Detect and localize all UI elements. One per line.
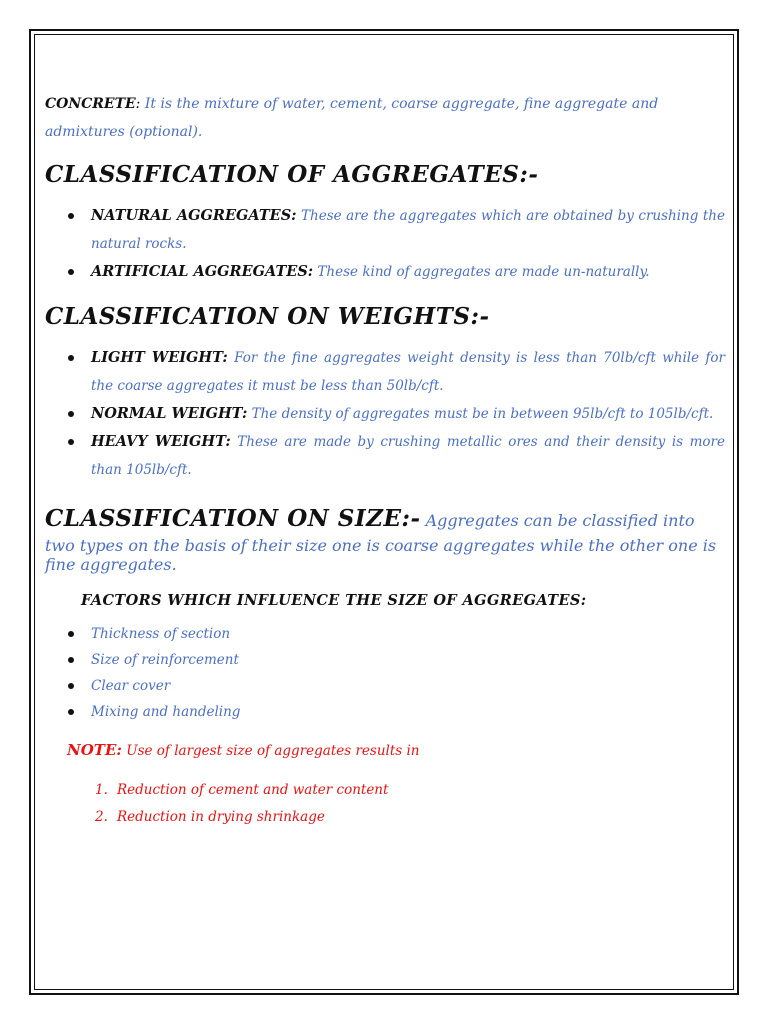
list-item — [45, 777, 725, 804]
bullet-icon — [68, 631, 74, 637]
concrete-term: CONCRETE — [45, 96, 136, 112]
list-item — [45, 400, 725, 428]
item-text: The density of aggregates must be in between 95lb/cft to 105lb/cft. — [247, 406, 714, 422]
concrete-colon: : — [135, 96, 145, 112]
item-number: 1. — [95, 782, 108, 798]
item-label: ARTIFICIAL AGGREGATES: — [91, 263, 314, 280]
bullet-icon — [68, 657, 74, 663]
effect-text: Reduction in drying shrinkage — [117, 809, 325, 825]
item-text: These are the aggregates which are obtained by crushing the natural rocks. — [91, 208, 725, 252]
list-item — [45, 258, 725, 286]
concrete-definition-text: It is the mixture of water, cement, coarse aggregate, fine aggregate and admixtures (optional). — [45, 96, 659, 140]
list-item — [45, 673, 725, 699]
bullet-icon — [68, 355, 74, 361]
note-text: Use of largest size of aggregates results in — [121, 743, 420, 759]
weights-list — [45, 344, 725, 484]
item-text: These kind of aggregates are made un-naturally. — [313, 264, 650, 280]
weights-heading: CLASSIFICATION ON WEIGHTS:- — [45, 303, 490, 330]
list-item — [45, 344, 725, 400]
factor-text: Thickness of section — [91, 626, 231, 642]
factors-heading: FACTORS WHICH INFLUENCE THE SIZE OF AGGREGATES: — [81, 592, 587, 609]
item-label: HEAVY WEIGHT: — [91, 433, 231, 450]
list-item — [45, 647, 725, 673]
size-text: Aggregates can be classified into two types on the basis of their size one is coarse aggregates while the other one is fine aggregates. — [45, 511, 717, 574]
item-text: For the fine aggregates weight density is less than 70lb/cft while for the coarse aggregates it must be less than 50lb/cft. — [91, 350, 726, 394]
list-item — [45, 428, 725, 484]
effects-list — [45, 777, 725, 831]
size-heading: CLASSIFICATION ON SIZE:- — [45, 505, 421, 532]
factor-text: Clear cover — [91, 678, 171, 694]
bullet-icon — [68, 683, 74, 689]
effect-text: Reduction of cement and water content — [117, 782, 389, 798]
list-item — [45, 621, 725, 647]
document-body — [45, 90, 725, 831]
item-label: LIGHT WEIGHT: — [91, 349, 228, 366]
note — [67, 741, 725, 759]
aggregates-list — [45, 202, 725, 286]
note-label: NOTE: — [67, 741, 122, 759]
concrete-definition — [45, 90, 725, 146]
bullet-icon — [68, 213, 74, 219]
factor-text: Mixing and handeling — [91, 704, 241, 720]
item-label: NATURAL AGGREGATES: — [91, 207, 297, 224]
aggregates-heading: CLASSIFICATION OF AGGREGATES:- — [45, 161, 539, 188]
item-label: NORMAL WEIGHT: — [91, 405, 248, 422]
item-number: 2. — [95, 809, 108, 825]
list-item — [45, 202, 725, 258]
bullet-icon — [68, 269, 74, 275]
item-text: These are made by crushing metallic ores and their density is more than 105lb/cft. — [91, 434, 725, 478]
bullet-icon — [68, 439, 74, 445]
factor-text: Size of reinforcement — [91, 652, 239, 668]
factors-list — [45, 621, 725, 725]
list-item — [45, 699, 725, 725]
bullet-icon — [68, 411, 74, 417]
list-item — [45, 804, 725, 831]
bullet-icon — [68, 709, 74, 715]
